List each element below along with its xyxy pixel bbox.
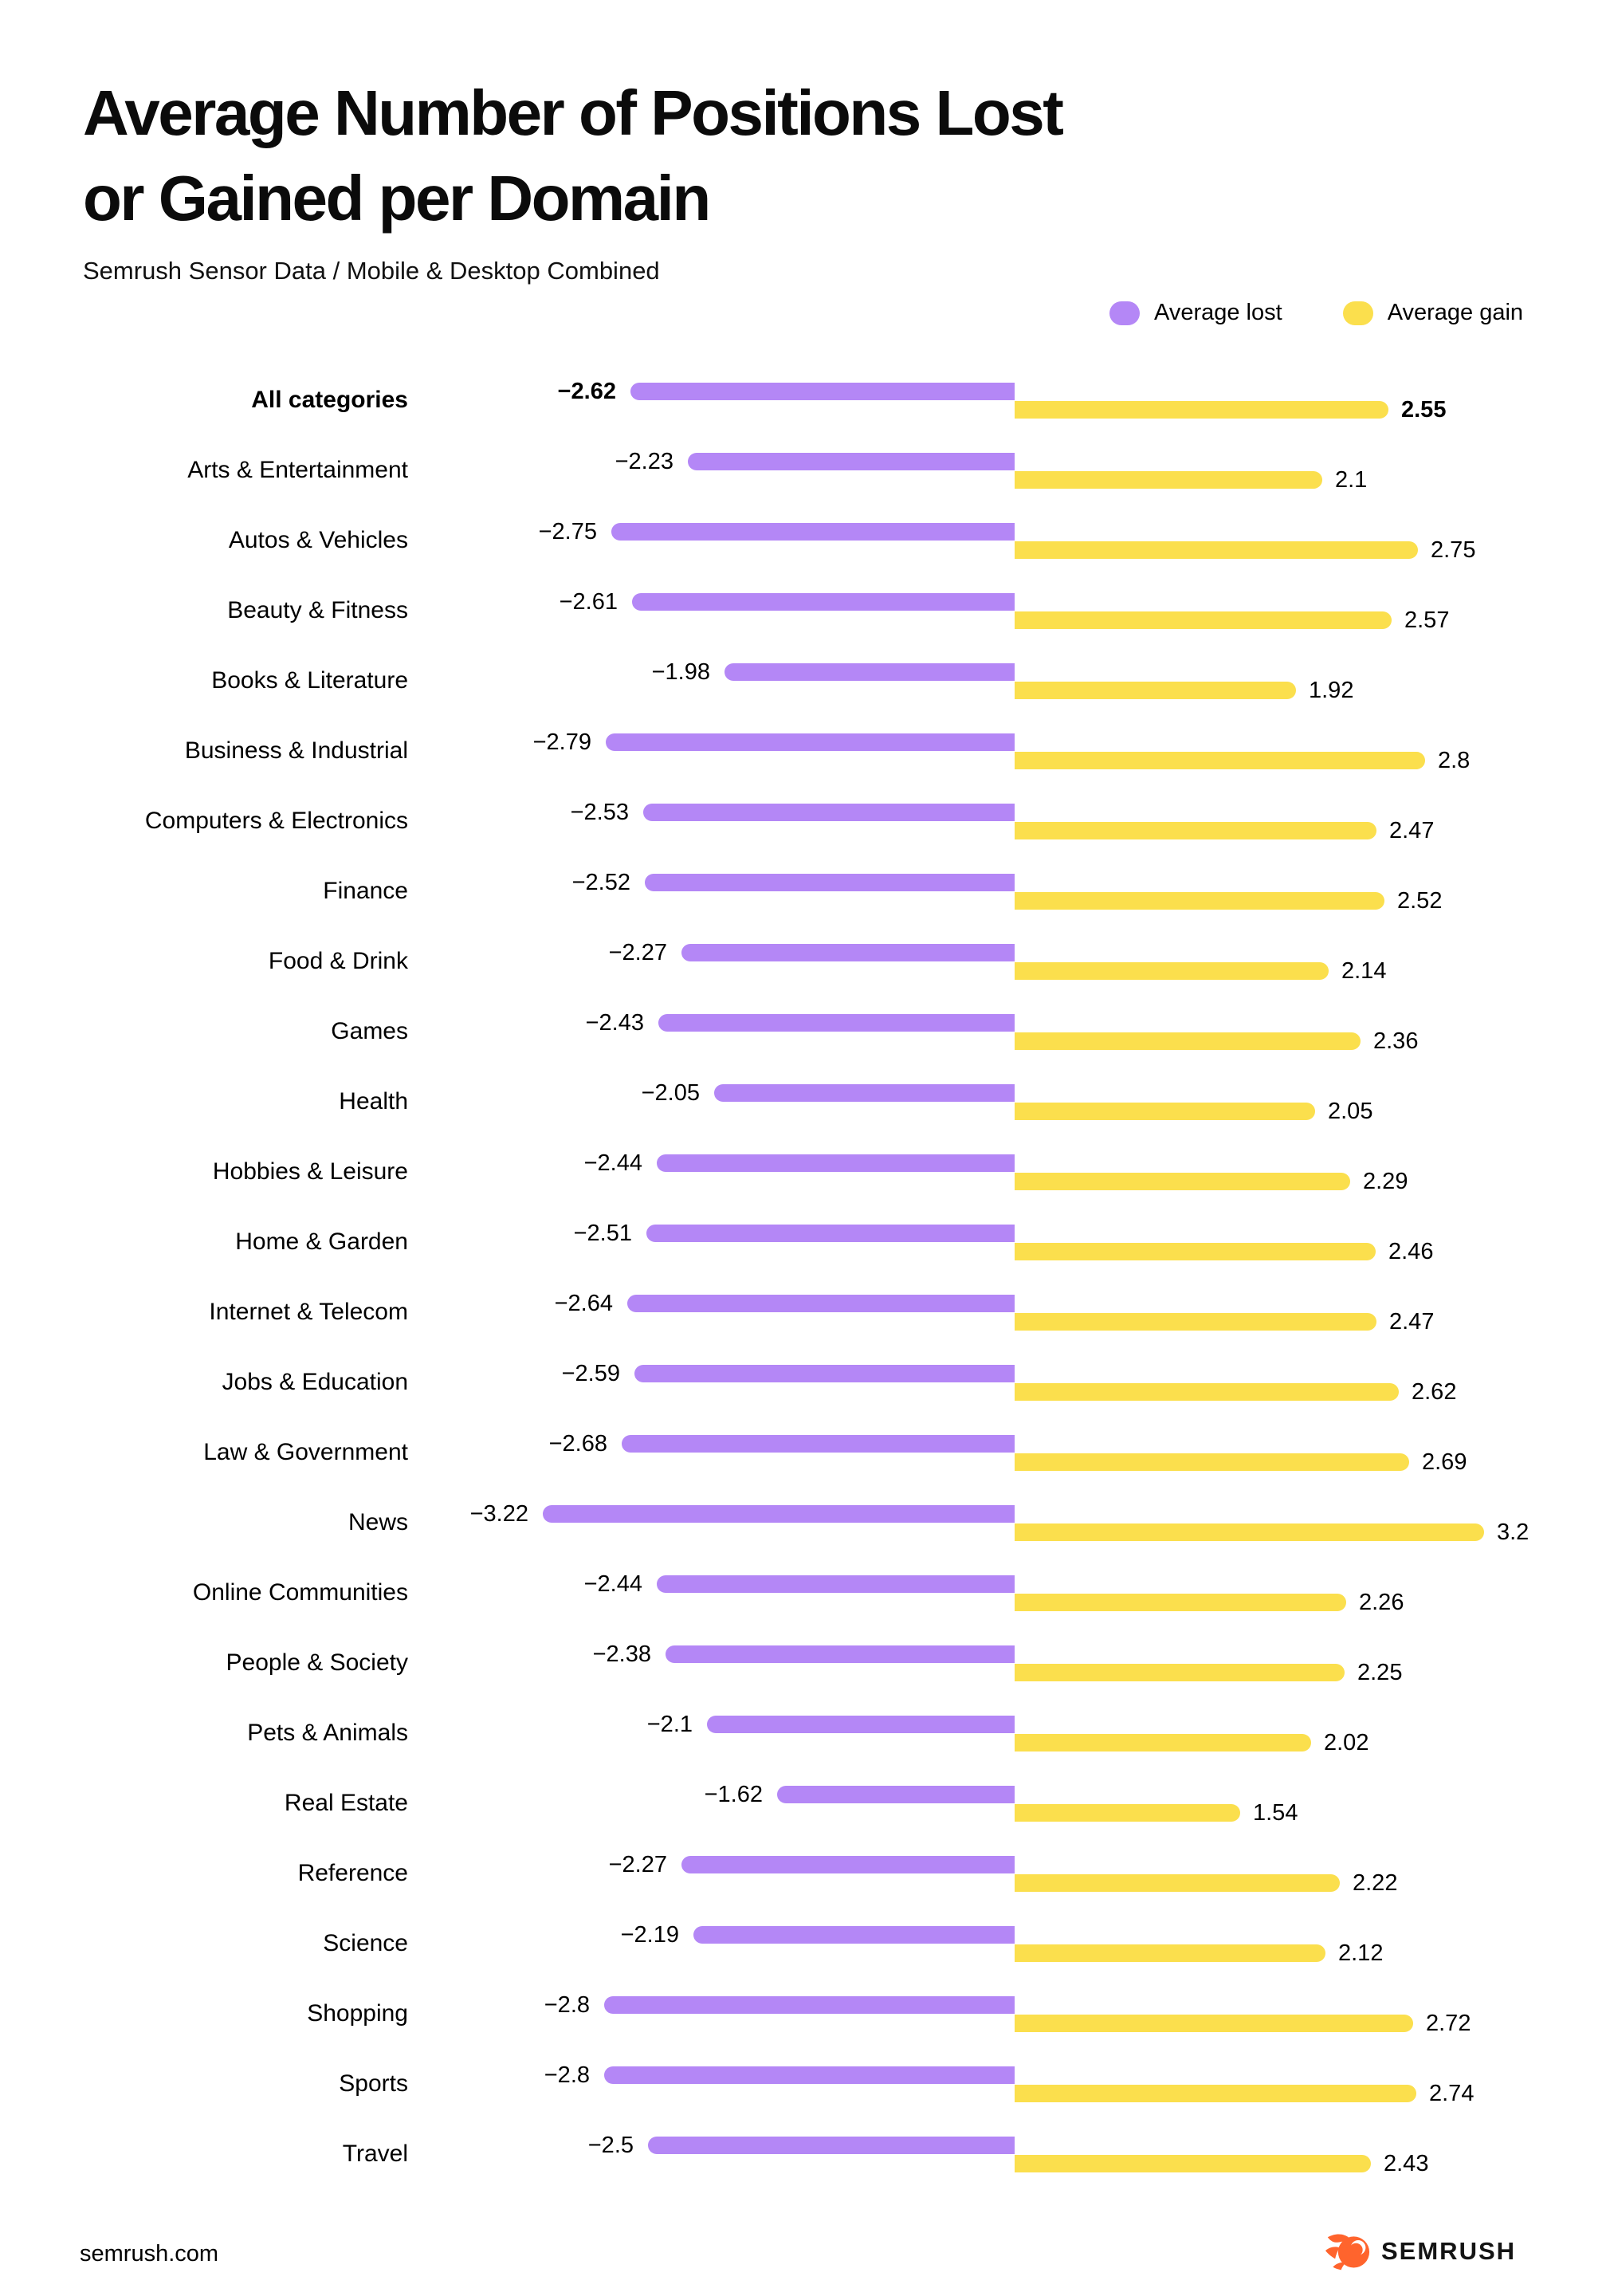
category-label: Jobs & Education [222, 1369, 408, 1395]
lost-bar [604, 2066, 1015, 2084]
lost-value: −2.62 [557, 379, 616, 404]
gain-value: 2.52 [1397, 888, 1443, 914]
category-label: Internet & Telecom [209, 1299, 408, 1325]
gain-value: 2.46 [1388, 1239, 1434, 1264]
gain-bar [1015, 1523, 1484, 1541]
gain-bar [1015, 611, 1392, 629]
lost-value: −2.19 [620, 1922, 679, 1948]
category-label: Games [331, 1018, 408, 1044]
lost-value: −2.5 [587, 2133, 634, 2158]
lost-value: −2.43 [585, 1010, 644, 1036]
gain-value: 2.8 [1438, 748, 1471, 773]
gain-bar [1015, 2015, 1413, 2032]
brand-logo-text: SEMRUSH [1381, 2237, 1517, 2265]
gain-value: 1.92 [1309, 678, 1354, 703]
gain-value: 2.47 [1389, 1309, 1435, 1335]
category-label: Finance [323, 878, 408, 904]
lost-bar [681, 1856, 1015, 1873]
category-label: People & Society [226, 1649, 408, 1676]
category-label: Home & Garden [235, 1229, 408, 1255]
category-label: Real Estate [284, 1790, 408, 1816]
lost-value: −1.62 [704, 1782, 763, 1807]
lost-bar [606, 733, 1015, 751]
lost-bar [777, 1786, 1015, 1803]
gain-value: 2.29 [1363, 1169, 1408, 1194]
lost-bar [657, 1154, 1015, 1172]
gain-value: 2.62 [1412, 1379, 1457, 1405]
semrush-flame-icon [1325, 2231, 1370, 2271]
gain-bar [1015, 1032, 1361, 1050]
lost-bar [724, 663, 1015, 681]
gain-value: 2.02 [1324, 1730, 1369, 1755]
lost-bar [643, 804, 1015, 821]
category-label: Online Communities [192, 1579, 408, 1606]
lost-bar [648, 2137, 1015, 2154]
lost-bar [622, 1435, 1015, 1453]
gain-bar [1015, 1383, 1399, 1401]
category-label: Science [323, 1930, 408, 1956]
category-label: Food & Drink [268, 948, 408, 974]
category-label: Pets & Animals [247, 1720, 408, 1746]
lost-value: −2.52 [571, 870, 630, 895]
category-label: Sports [339, 2070, 408, 2097]
category-label: Law & Government [203, 1439, 408, 1465]
gain-value: 2.75 [1431, 537, 1476, 563]
gain-value: 2.1 [1335, 467, 1368, 493]
lost-bar [632, 593, 1015, 611]
lost-value: −2.64 [554, 1291, 613, 1316]
lost-bar [604, 1996, 1015, 2014]
legend-label-lost: Average lost [1154, 300, 1282, 325]
gain-value: 2.43 [1384, 2151, 1429, 2176]
lost-value: −3.22 [469, 1501, 528, 1527]
gain-value: 2.36 [1373, 1028, 1419, 1054]
gain-bar [1015, 1453, 1409, 1471]
page-title-line2: or Gained per Domain [83, 163, 709, 234]
lost-value: −2.05 [641, 1080, 700, 1106]
lost-bar [634, 1365, 1015, 1382]
category-label: Books & Literature [211, 667, 408, 694]
legend-label-gain: Average gain [1387, 300, 1524, 325]
lost-value: −2.53 [570, 800, 629, 825]
category-label: Reference [297, 1860, 408, 1886]
category-label: Autos & Vehicles [228, 527, 408, 553]
lost-value: −2.44 [583, 1571, 642, 1597]
lost-value: −2.51 [573, 1221, 632, 1246]
gain-bar [1015, 962, 1329, 980]
lost-value: −2.1 [646, 1712, 693, 1737]
gain-bar [1015, 1734, 1311, 1751]
lost-value: −2.61 [559, 589, 618, 615]
gain-bar [1015, 471, 1322, 489]
gain-value: 2.69 [1422, 1449, 1467, 1475]
gain-value: 2.26 [1359, 1590, 1404, 1615]
lost-value: −2.27 [608, 940, 667, 965]
lost-bar [646, 1225, 1015, 1242]
gain-bar [1015, 1874, 1340, 1892]
gain-bar [1015, 1804, 1240, 1822]
lost-bar [630, 383, 1015, 400]
lost-value: −2.8 [544, 1992, 590, 2018]
lost-value: −2.68 [548, 1431, 607, 1457]
gain-bar [1015, 541, 1418, 559]
page-title-line1: Average Number of Positions Lost [83, 77, 1062, 148]
gain-bar [1015, 822, 1376, 839]
gain-value: 3.2 [1497, 1520, 1530, 1545]
gain-bar [1015, 1594, 1346, 1611]
lost-bar [693, 1926, 1015, 1944]
lost-bar [645, 874, 1015, 891]
page-subtitle: Semrush Sensor Data / Mobile & Desktop Combined [83, 257, 660, 285]
lost-value: −1.98 [651, 659, 710, 685]
lost-bar [707, 1716, 1015, 1733]
gain-bar [1015, 1243, 1376, 1260]
gain-bar [1015, 1173, 1350, 1190]
gain-bar [1015, 1103, 1315, 1120]
gain-bar [1015, 2155, 1371, 2172]
category-label: Arts & Entertainment [187, 457, 408, 483]
gain-bar [1015, 2085, 1416, 2102]
lost-bar [681, 944, 1015, 961]
lost-bar [627, 1295, 1015, 1312]
lost-value: −2.23 [615, 449, 673, 474]
gain-value: 1.54 [1253, 1800, 1298, 1826]
gain-value: 2.14 [1341, 958, 1387, 984]
gain-value: 2.25 [1357, 1660, 1403, 1685]
gain-bar [1015, 682, 1296, 699]
gain-value: 2.57 [1404, 607, 1450, 633]
lost-bar [714, 1084, 1015, 1102]
category-label: Shopping [307, 2000, 408, 2027]
category-label: All categories [251, 387, 408, 413]
brand-logo [1325, 2231, 1516, 2272]
category-label: News [348, 1509, 408, 1535]
lost-value: −2.27 [608, 1852, 667, 1877]
lost-value: −2.79 [532, 729, 591, 755]
category-label: Travel [342, 2141, 408, 2167]
lost-bar [658, 1014, 1015, 1032]
lost-value: −2.75 [538, 519, 597, 545]
category-label: Hobbies & Leisure [212, 1158, 408, 1185]
lost-value: −2.59 [561, 1361, 620, 1386]
gain-bar [1015, 752, 1425, 769]
gain-value: 2.47 [1389, 818, 1435, 843]
category-label: Beauty & Fitness [227, 597, 408, 623]
lost-bar [611, 523, 1015, 541]
lost-value: −2.38 [592, 1641, 651, 1667]
category-label: Computers & Electronics [144, 808, 408, 834]
lost-bar [543, 1505, 1015, 1523]
gain-value: 2.55 [1401, 397, 1447, 423]
gain-bar [1015, 1313, 1376, 1331]
lost-value: −2.8 [544, 2062, 590, 2088]
lost-bar [688, 453, 1015, 470]
lost-bar [657, 1575, 1015, 1593]
gain-value: 2.22 [1353, 1870, 1398, 1896]
gain-bar [1015, 1944, 1325, 1962]
footer-site-url: semrush.com [80, 2241, 219, 2267]
category-label: Business & Industrial [184, 737, 408, 764]
gain-bar [1015, 892, 1384, 910]
category-label: Health [339, 1088, 408, 1115]
lost-bar [666, 1645, 1015, 1663]
gain-value: 2.05 [1328, 1099, 1373, 1124]
gain-value: 2.72 [1426, 2011, 1471, 2036]
gain-value: 2.74 [1429, 2081, 1475, 2106]
lost-value: −2.44 [583, 1150, 642, 1176]
gain-value: 2.12 [1338, 1940, 1384, 1966]
gain-bar [1015, 1664, 1345, 1681]
gain-bar [1015, 401, 1388, 419]
